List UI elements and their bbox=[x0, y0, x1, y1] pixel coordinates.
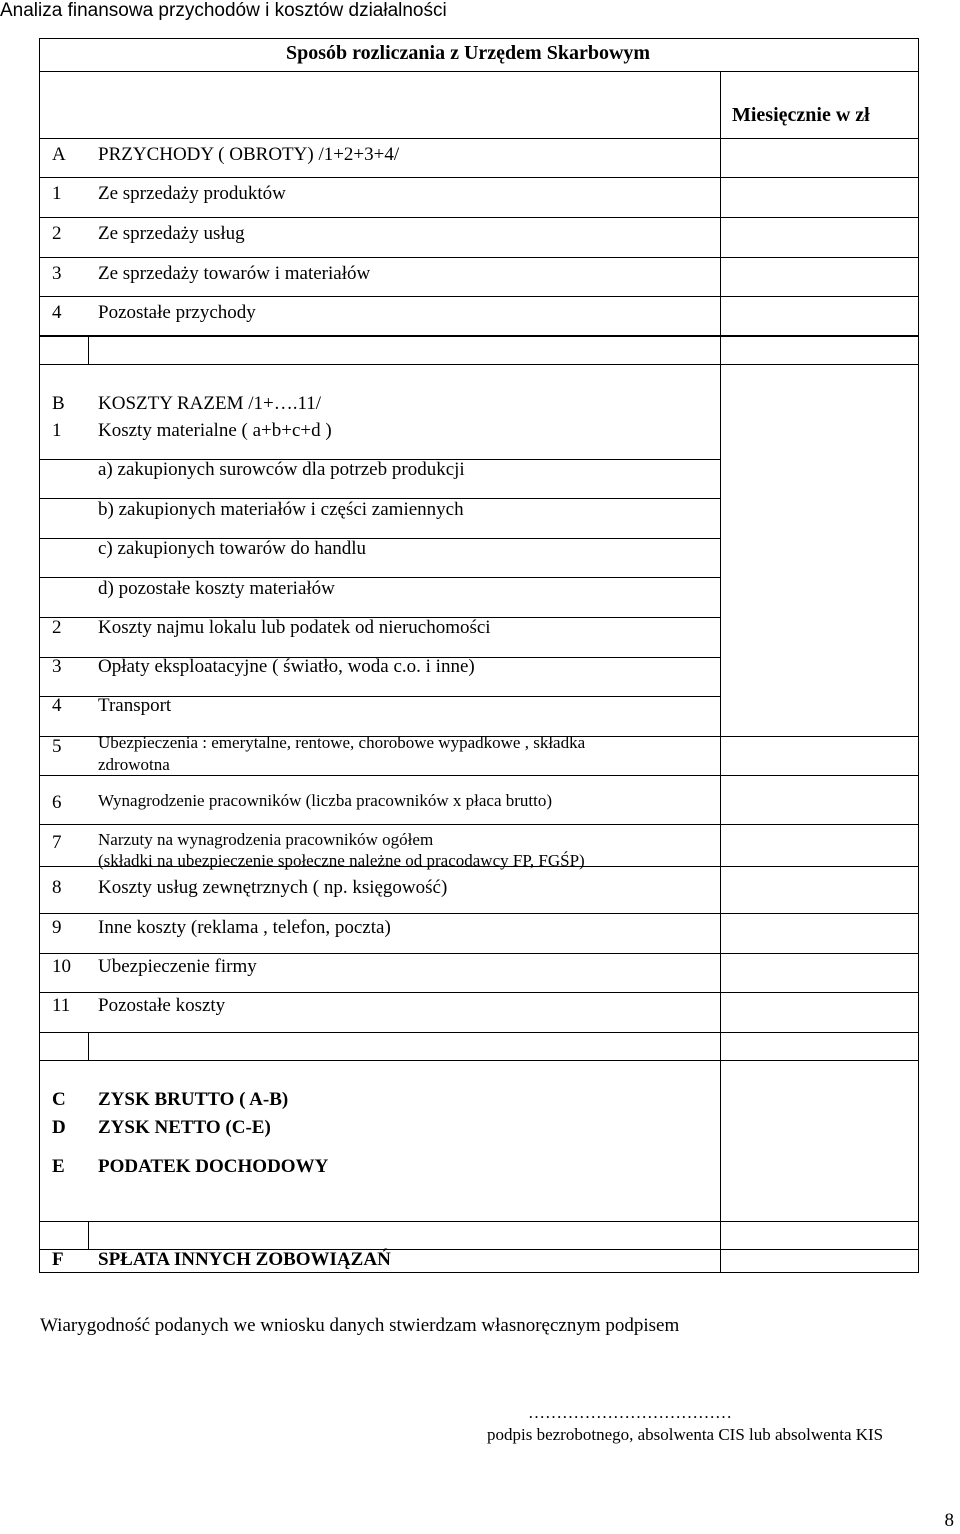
row-label: Transport bbox=[98, 695, 172, 716]
page-header: Analiza finansowa przychodów i kosztów działalności bbox=[0, 0, 447, 21]
declaration-text: Wiarygodność podanych we wniosku danych stwierdzam własnoręcznym podpisem bbox=[40, 1315, 680, 1336]
row-num: 7 bbox=[52, 832, 62, 853]
row-num: 1 bbox=[52, 420, 62, 441]
row-num: 3 bbox=[52, 263, 62, 284]
section-f-table bbox=[39, 1249, 919, 1273]
row-label-continued: zdrowotna bbox=[98, 755, 170, 774]
row-label: a) zakupionych surowców dla potrzeb produkcji bbox=[98, 459, 465, 480]
section-c-table bbox=[39, 1060, 919, 1222]
row-label: SPŁATA INNYCH ZOBOWIĄZAŃ bbox=[98, 1249, 391, 1270]
row-num: 2 bbox=[52, 617, 62, 638]
row-label-continued: (składki na ubezpieczenie społeczne należne od pracodawcy FP, FGŚP) bbox=[98, 851, 585, 870]
row-label: PODATEK DOCHODOWY bbox=[98, 1156, 329, 1177]
row-num: 9 bbox=[52, 917, 62, 938]
title-box bbox=[39, 38, 919, 72]
signature-caption: podpis bezrobotnego, absolwenta CIS lub absolwenta KIS bbox=[487, 1425, 884, 1444]
row-num: 2 bbox=[52, 223, 62, 244]
section-a-table bbox=[39, 138, 919, 336]
page-number: 8 bbox=[944, 1510, 954, 1531]
section-b-table bbox=[39, 364, 919, 1033]
row-num: 3 bbox=[52, 656, 62, 677]
row-label: Koszty najmu lokalu lub podatek od nieruchomości bbox=[98, 617, 491, 638]
row-num: E bbox=[52, 1156, 65, 1177]
row-label: c) zakupionych towarów do handlu bbox=[98, 538, 367, 559]
row-label: ZYSK BRUTTO ( A-B) bbox=[98, 1089, 289, 1110]
signature-line: ……………………………… bbox=[528, 1403, 732, 1422]
row-label: Ubezpieczenia : emerytalne, rentowe, chorobowe wypadkowe , składka bbox=[98, 733, 586, 752]
row-label: Ze sprzedaży towarów i materiałów bbox=[98, 263, 371, 284]
row-label: ZYSK NETTO (C-E) bbox=[98, 1117, 271, 1138]
row-num: 11 bbox=[52, 995, 71, 1016]
row-label: Inne koszty (reklama , telefon, poczta) bbox=[98, 917, 391, 938]
form-title: Sposób rozliczania z Urzędem Skarbowym bbox=[286, 42, 651, 64]
row-label: Opłaty eksploatacyjne ( światło, woda c.o. i inne) bbox=[98, 656, 475, 677]
row-num: F bbox=[52, 1249, 64, 1270]
separator-row-b bbox=[39, 1032, 919, 1061]
row-label: PRZYCHODY ( OBROTY) /1+2+3+4/ bbox=[98, 144, 400, 165]
row-label: Pozostałe koszty bbox=[98, 995, 226, 1016]
row-label: Koszty materialne ( a+b+c+d ) bbox=[98, 420, 332, 441]
row-num: 4 bbox=[52, 695, 62, 716]
row-label: KOSZTY RAZEM /1+….11/ bbox=[98, 393, 322, 414]
row-label: Ze sprzedaży usług bbox=[98, 223, 245, 244]
separator-row-c bbox=[39, 1221, 919, 1250]
row-label: Ubezpieczenie firmy bbox=[98, 956, 257, 977]
column-header-box bbox=[39, 71, 919, 139]
row-label: Wynagrodzenie pracowników (liczba pracowników x płaca brutto) bbox=[98, 791, 553, 810]
row-label: Narzuty na wynagrodzenia pracowników ogółem bbox=[98, 830, 434, 849]
monthly-header: Miesięcznie w zł bbox=[732, 104, 870, 126]
row-num: B bbox=[52, 393, 65, 414]
row-label: Ze sprzedaży produktów bbox=[98, 183, 286, 204]
row-num: C bbox=[52, 1089, 66, 1110]
row-num: 8 bbox=[52, 877, 62, 898]
row-num: 5 bbox=[52, 736, 62, 757]
row-num: 4 bbox=[52, 302, 62, 323]
row-label: Koszty usług zewnętrznych ( np. księgowość) bbox=[98, 877, 448, 898]
row-label: d) pozostałe koszty materiałów bbox=[98, 578, 335, 599]
row-num: A bbox=[52, 144, 66, 165]
row-label: Pozostałe przychody bbox=[98, 302, 256, 323]
row-num: 1 bbox=[52, 183, 62, 204]
row-num: 6 bbox=[52, 792, 62, 813]
row-num: 10 bbox=[52, 956, 71, 977]
row-label: b) zakupionych materiałów i części zamiennych bbox=[98, 499, 464, 520]
row-num: D bbox=[52, 1117, 66, 1138]
separator-row-a bbox=[39, 336, 919, 365]
